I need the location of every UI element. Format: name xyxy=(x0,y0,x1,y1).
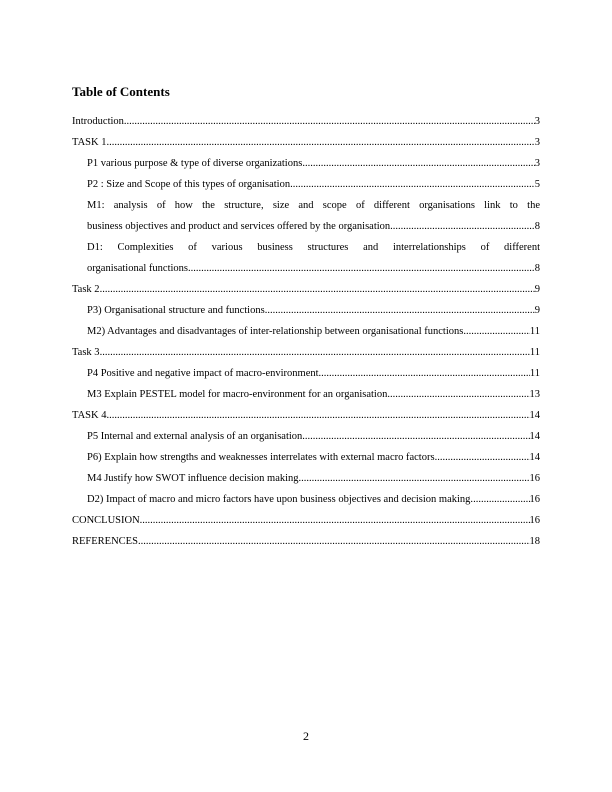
toc-entry-task-3[interactable] xyxy=(72,342,540,363)
toc-entry-task-1[interactable] xyxy=(72,132,540,153)
toc-entry-text-line2: business objectives and product and services offered by the organisation xyxy=(87,221,391,232)
toc-entry-m1[interactable] xyxy=(72,195,540,237)
toc-entry-p6[interactable] xyxy=(72,447,540,468)
toc-entry-page: 5 xyxy=(534,179,540,190)
toc-entry-introduction[interactable] xyxy=(72,111,540,132)
toc-entry-text: M3 Explain PESTEL model for macro-environment for an organisation xyxy=(87,389,388,400)
toc-entry-page: 13 xyxy=(529,389,540,400)
dot-leader xyxy=(319,363,530,384)
dot-leader xyxy=(302,153,534,174)
dot-leader xyxy=(138,531,530,552)
toc-entry-page: 3 xyxy=(534,116,540,127)
toc-entry-page: 11 xyxy=(529,368,540,379)
toc-entry-task-2[interactable] xyxy=(72,279,540,300)
toc-entry-page: 8 xyxy=(534,221,540,232)
dot-leader xyxy=(106,405,529,426)
toc-entry-d1[interactable] xyxy=(72,237,540,279)
toc-entry-text: P1 various purpose & type of diverse organizations xyxy=(87,158,303,169)
dot-leader xyxy=(301,468,529,489)
dot-leader xyxy=(106,132,534,153)
toc-entry-text: Task 2 xyxy=(72,284,100,295)
dot-leader xyxy=(390,216,535,237)
toc-entry-p4[interactable] xyxy=(72,363,540,384)
dot-leader xyxy=(302,426,529,447)
toc-entry-m3[interactable] xyxy=(72,384,540,405)
toc-entry-page: 11 xyxy=(529,326,540,337)
toc-entry-text: P6) Explain how strengths and weaknesses interrelates with external macro factors xyxy=(87,452,435,463)
toc-entry-text: P3) Organisational structure and functions xyxy=(87,305,265,316)
toc-entry-p1[interactable] xyxy=(72,153,540,174)
toc-entry-page: 3 xyxy=(534,137,540,148)
toc-entry-text-line1: D1: Complexities of various business structures and interrelationships of different xyxy=(87,242,540,253)
page-number: 2 xyxy=(303,729,309,743)
toc-entry-text: Task 3 xyxy=(72,347,100,358)
dot-leader xyxy=(124,111,535,132)
table-of-contents xyxy=(72,111,540,552)
toc-entry-task-4[interactable] xyxy=(72,405,540,426)
dot-leader xyxy=(265,300,535,321)
toc-entry-page: 14 xyxy=(529,410,540,421)
toc-entry-text: P2 : Size and Scope of this types of organisation xyxy=(87,179,291,190)
toc-entry-page: 11 xyxy=(529,347,540,358)
toc-entry-p2[interactable] xyxy=(72,174,540,195)
dot-leader xyxy=(100,279,535,300)
toc-entry-text: TASK 1 xyxy=(72,137,107,148)
toc-entry-text: REFERENCES xyxy=(72,536,138,547)
toc-entry-page: 9 xyxy=(534,305,540,316)
toc-entry-p5[interactable] xyxy=(72,426,540,447)
dot-leader xyxy=(473,489,529,510)
toc-entry-p3[interactable] xyxy=(72,300,540,321)
dot-leader xyxy=(435,447,530,468)
toc-entry-page: 18 xyxy=(529,536,540,547)
dot-leader xyxy=(188,258,535,279)
dot-leader xyxy=(100,342,530,363)
dot-leader xyxy=(387,384,529,405)
toc-entry-page: 9 xyxy=(534,284,540,295)
toc-entry-m4[interactable] xyxy=(72,468,540,489)
toc-entry-text-line1: M1: analysis of how the structure, size and scope of different organisations link to the xyxy=(87,200,540,211)
toc-entry-page: 16 xyxy=(529,515,540,526)
toc-entry-text: CONCLUSION xyxy=(72,515,140,526)
toc-entry-text: Introduction xyxy=(72,116,124,127)
toc-entry-text: D2) Impact of macro and micro factors have upon business objectives and decision making. xyxy=(87,494,474,505)
dot-leader xyxy=(140,510,530,531)
toc-entry-page: 3 xyxy=(534,158,540,169)
toc-entry-text: P4 Positive and negative impact of macro-environment xyxy=(87,368,319,379)
dot-leader xyxy=(463,321,530,342)
toc-entry-page: 14 xyxy=(529,452,540,463)
toc-entry-text: P5 Internal and external analysis of an organisation xyxy=(87,431,303,442)
toc-title: Table of Contents xyxy=(72,84,170,99)
dot-leader xyxy=(290,174,535,195)
toc-entry-page: 16 xyxy=(529,473,540,484)
toc-entry-text: M2) Advantages and disadvantages of inter-relationship between organisational functions xyxy=(87,326,464,337)
toc-entry-d2[interactable] xyxy=(72,489,540,510)
toc-entry-m2[interactable] xyxy=(72,321,540,342)
toc-entry-conclusion[interactable] xyxy=(72,510,540,531)
toc-entry-text: TASK 4 xyxy=(72,410,107,421)
toc-entry-page: 8 xyxy=(534,263,540,274)
toc-entry-page: 16 xyxy=(529,494,540,505)
toc-entry-text-line2: organisational functions xyxy=(87,263,188,274)
toc-entry-references[interactable] xyxy=(72,531,540,552)
toc-entry-text: M4 Justify how SWOT influence decision making. xyxy=(87,473,302,484)
toc-entry-page: 14 xyxy=(529,431,540,442)
